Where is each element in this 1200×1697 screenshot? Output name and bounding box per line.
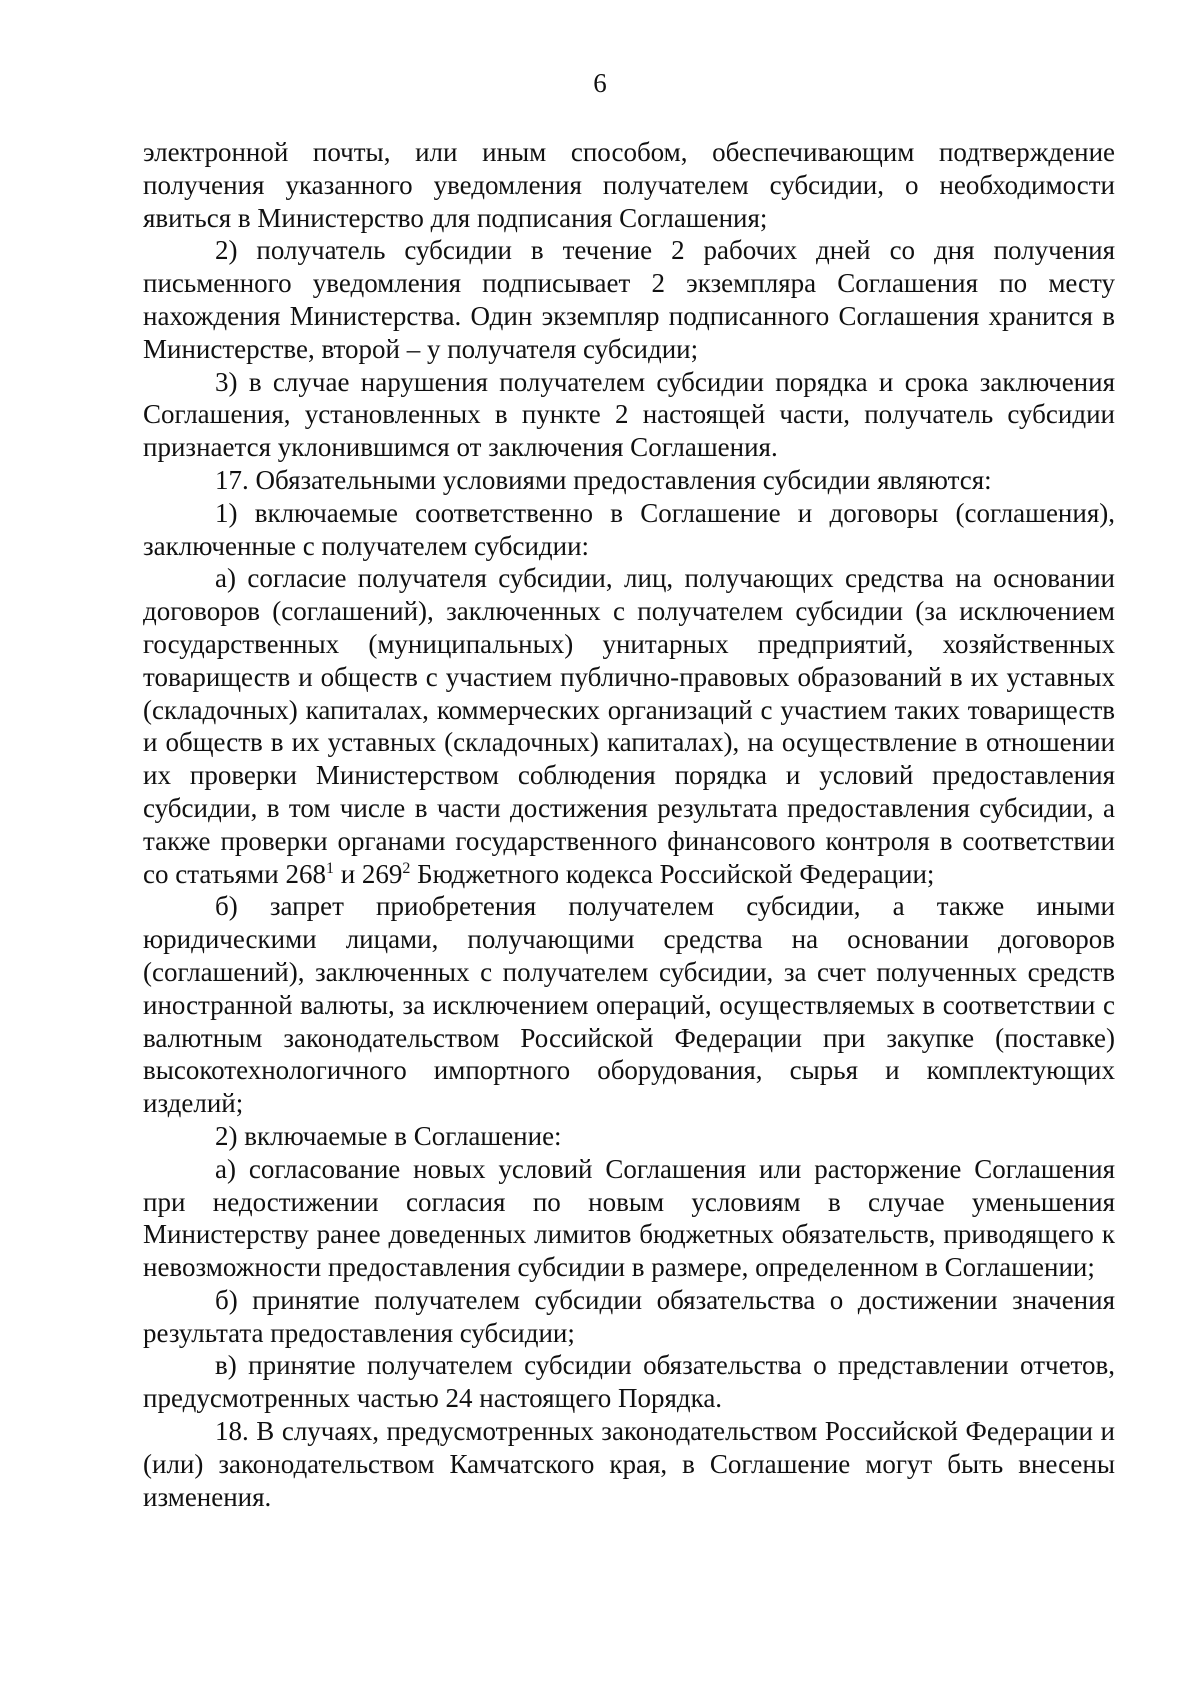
paragraph-17-1-a-text: а) согласие получателя субсидии, лиц, получающих средства на основании договоров (соглашений), заключенных с получателем субсидии (за исключением государственных (муниципальных) унитарных предприятий, хозяйственных товариществ и обществ с участием публично-правовых образований в их уставных (складочных) капиталах, коммерческих организаций с участием таких товариществ и обществ в их уставных (складочных) капиталах), на осуществление в отношении их проверки Министерством соблюдения порядка и условий предоставления субсидии, в том числе в части достижения результата предоставления субсидии, а также проверки органами государственного финансового контроля в соответствии со статьями 268: [143, 563, 1115, 889]
paragraph-17-item-2: 2) включаемые в Соглашение:: [215, 1120, 562, 1151]
paragraph-item-3: 3) в случае нарушения получателем субсидии порядка и срока заключения Соглашения, установленных в пункте 2 настоящей части, получатель субсидии признается уклонившимся от заключения Соглашения.: [143, 366, 1115, 463]
superscript-2: 2: [402, 859, 411, 877]
paragraph-17-1-a-tail: Бюджетного кодекса Российской Федерации;: [410, 858, 935, 889]
paragraph-17-1-a-mid: и 269: [333, 858, 403, 889]
paragraph-section-18: 18. В случаях, предусмотренных законодательством Российской Федерации и (или) законодательством Камчатского края, в Соглашение могут быть внесены изменения.: [143, 1416, 1115, 1512]
document-body: [143, 136, 1115, 1513]
paragraph-17-1-b: б) запрет приобретения получателем субсидии, а также иными юридическими лицами, получающими средства на основании договоров (соглашений), заключенных с получателем субсидии, за счет полученных средств иностранной валюты, за исключением операций, осуществляемых в соответствии с валютным законодательством Российской Федерации при закупке (поставке) высокотехнологичного импортного оборудования, сырья и комплектующих изделий;: [143, 891, 1115, 1119]
paragraph-17-2-a: а) согласование новых условий Соглашения или расторжение Соглашения при недостижении согласия по новым условиям в случае уменьшения Министерству ранее доведенных лимитов бюджетных обязательств, приводящего к невозможности предоставления субсидии в размере, определенном в Соглашении;: [143, 1153, 1115, 1283]
paragraph-continuation: электронной почты, или иным способом, обеспечивающим подтверждение получения указанного уведомления получателем субсидии, о необходимости явиться в Министерство для подписания Соглашения;: [143, 137, 1115, 233]
paragraph-item-2: 2) получатель субсидии в течение 2 рабочих дней со дня получения письменного уведомления подписывает 2 экземпляра Соглашения по месту нахождения Министерства. Один экземпляр подписанного Соглашения хранится в Министерстве, второй – у получателя субсидии;: [143, 235, 1115, 364]
paragraph-17-1-a: [143, 562, 1115, 890]
paragraph-17-2-b: б) принятие получателем субсидии обязательства о достижении значения результата предоставления субсидии;: [143, 1284, 1115, 1348]
paragraph-17-2-v: в) принятие получателем субсидии обязательства о представлении отчетов, предусмотренных частью 24 настоящего Порядка.: [143, 1350, 1115, 1414]
paragraph-section-17: 17. Обязательными условиями предоставления субсидии являются:: [215, 464, 992, 495]
page-number: 6: [593, 68, 607, 98]
superscript-1: 1: [325, 859, 334, 877]
paragraph-17-item-1: 1) включаемые соответственно в Соглашение и договоры (соглашения), заключенные с получателем субсидии:: [143, 497, 1115, 561]
